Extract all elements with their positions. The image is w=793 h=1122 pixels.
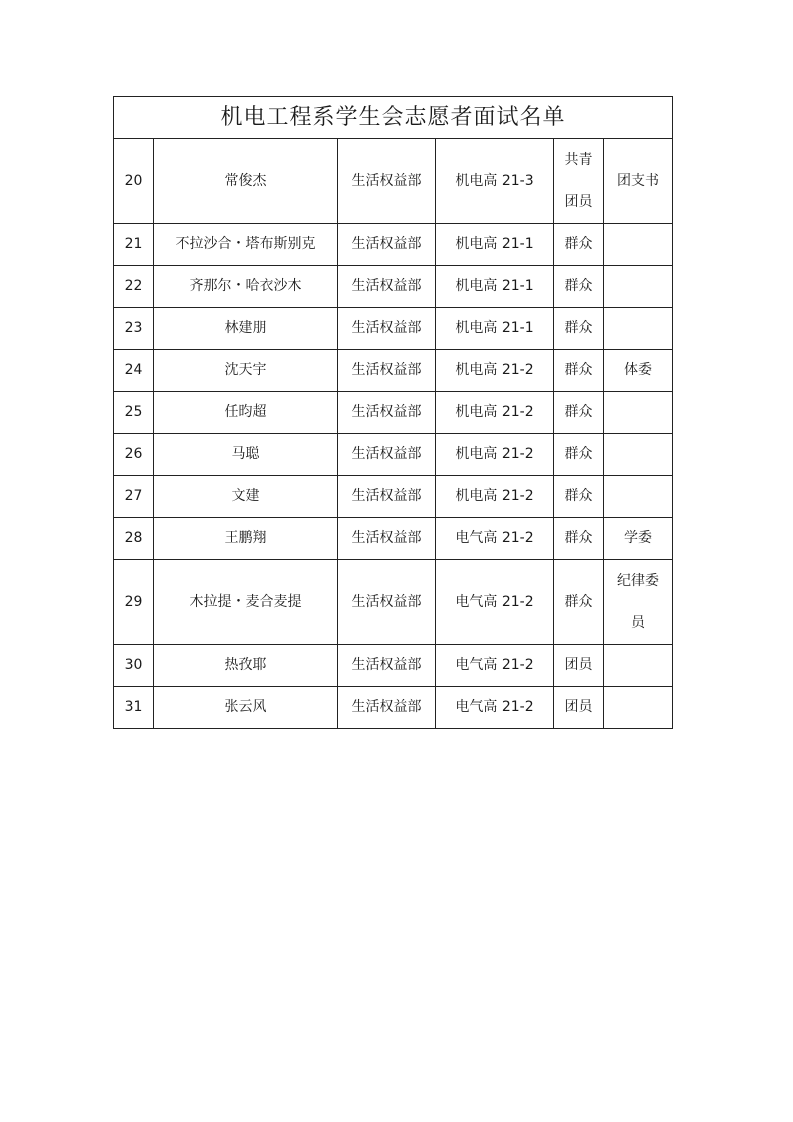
department: 生活权益部: [338, 518, 436, 560]
table-row: [114, 645, 673, 687]
volunteer-name: 张云风: [154, 687, 338, 729]
table-row: [114, 224, 673, 266]
department: 生活权益部: [338, 687, 436, 729]
political-status-text: 共青团员: [564, 152, 593, 210]
political-status: 群众: [554, 560, 604, 645]
class-name: 机电高 21-3: [436, 139, 554, 224]
table-row: [114, 476, 673, 518]
table-row: [114, 350, 673, 392]
class-name: 电气高 21-2: [436, 645, 554, 687]
department: 生活权益部: [338, 350, 436, 392]
class-name: 电气高 21-2: [436, 560, 554, 645]
political-status: [554, 139, 604, 224]
table-row: [114, 392, 673, 434]
table-row: [114, 266, 673, 308]
row-number: 20: [114, 139, 154, 224]
class-role: [604, 687, 673, 729]
table-row: [114, 560, 673, 645]
table-row: [114, 518, 673, 560]
row-number: 29: [114, 560, 154, 645]
department: 生活权益部: [338, 560, 436, 645]
class-role: [604, 308, 673, 350]
department: 生活权益部: [338, 266, 436, 308]
department: 生活权益部: [338, 434, 436, 476]
political-status: 团员: [554, 645, 604, 687]
class-name: 机电高 21-2: [436, 434, 554, 476]
class-name: 机电高 21-2: [436, 350, 554, 392]
class-role: [604, 560, 673, 645]
class-name: 机电高 21-1: [436, 224, 554, 266]
volunteer-name: 齐那尔・哈衣沙木: [154, 266, 338, 308]
table-row: [114, 687, 673, 729]
row-number: 30: [114, 645, 154, 687]
political-status: 团员: [554, 687, 604, 729]
department: 生活权益部: [338, 308, 436, 350]
class-name: 机电高 21-1: [436, 308, 554, 350]
class-role: [604, 476, 673, 518]
row-number: 27: [114, 476, 154, 518]
volunteer-name: 王鹏翔: [154, 518, 338, 560]
table-row: [114, 434, 673, 476]
table-row: [114, 308, 673, 350]
roster-sheet: [113, 96, 672, 729]
class-role: [604, 224, 673, 266]
political-status: 群众: [554, 266, 604, 308]
political-status: 群众: [554, 350, 604, 392]
class-name: 机电高 21-2: [436, 392, 554, 434]
department: 生活权益部: [338, 139, 436, 224]
political-status: 群众: [554, 308, 604, 350]
political-status: 群众: [554, 392, 604, 434]
volunteer-name: 木拉提・麦合麦提: [154, 560, 338, 645]
volunteer-name: 马聪: [154, 434, 338, 476]
department: 生活权益部: [338, 476, 436, 518]
class-role: [604, 392, 673, 434]
volunteer-name: 文建: [154, 476, 338, 518]
volunteer-name: 热孜耶: [154, 645, 338, 687]
row-number: 28: [114, 518, 154, 560]
department: 生活权益部: [338, 645, 436, 687]
row-number: 31: [114, 687, 154, 729]
row-number: 24: [114, 350, 154, 392]
class-name: 机电高 21-2: [436, 476, 554, 518]
row-number: 26: [114, 434, 154, 476]
volunteer-name: 常俊杰: [154, 139, 338, 224]
row-number: 23: [114, 308, 154, 350]
political-status: 群众: [554, 518, 604, 560]
political-status: 群众: [554, 434, 604, 476]
class-name: 电气高 21-2: [436, 518, 554, 560]
row-number: 21: [114, 224, 154, 266]
table-title: 机电工程系学生会志愿者面试名单: [114, 97, 673, 139]
department: 生活权益部: [338, 224, 436, 266]
title-row: [114, 97, 673, 139]
class-role: [604, 434, 673, 476]
political-status: 群众: [554, 476, 604, 518]
roster-table: [113, 96, 673, 729]
political-status: 群众: [554, 224, 604, 266]
row-number: 22: [114, 266, 154, 308]
department: 生活权益部: [338, 392, 436, 434]
class-role: 体委: [604, 350, 673, 392]
volunteer-name: 不拉沙合・塔布斯别克: [154, 224, 338, 266]
class-role-text: 纪律委员: [617, 573, 660, 631]
table-row: [114, 139, 673, 224]
class-role: [604, 645, 673, 687]
class-name: 机电高 21-1: [436, 266, 554, 308]
class-name: 电气高 21-2: [436, 687, 554, 729]
row-number: 25: [114, 392, 154, 434]
volunteer-name: 沈天宇: [154, 350, 338, 392]
class-role: [604, 266, 673, 308]
volunteer-name: 任昀超: [154, 392, 338, 434]
roster-body: [114, 97, 673, 729]
volunteer-name: 林建朋: [154, 308, 338, 350]
class-role: 学委: [604, 518, 673, 560]
class-role: 团支书: [604, 139, 673, 224]
